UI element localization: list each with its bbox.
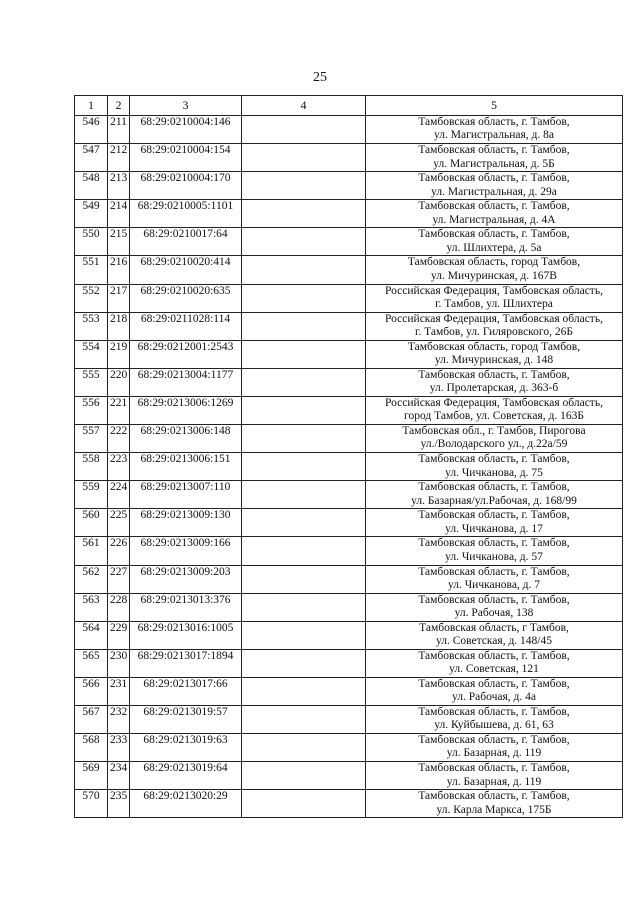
- address-cell: [366, 762, 623, 790]
- table-row: [75, 565, 623, 593]
- address-line: ул. Магистральная, д. 29а: [431, 185, 557, 198]
- address-line: Тамбовская область, г. Тамбов,: [418, 453, 570, 466]
- cadastral-number-cell: 68:29:0213006:1269: [130, 396, 242, 424]
- table-row: [75, 790, 623, 818]
- address-line: Тамбовская область, г. Тамбов,: [418, 790, 570, 803]
- table-row: [75, 677, 623, 705]
- row-index-cell: 212: [108, 144, 130, 172]
- table-body: [75, 116, 623, 818]
- row-number-cell: 560: [75, 509, 108, 537]
- address-cell: [366, 565, 623, 593]
- address-line: ул. Чичканова, д. 17: [445, 522, 543, 535]
- row-number-cell: 546: [75, 116, 108, 144]
- address-line: Тамбовская область, г. Тамбов,: [418, 762, 570, 775]
- column-4-cell: [242, 172, 366, 200]
- row-index-cell: 211: [108, 116, 130, 144]
- column-4-cell: [242, 762, 366, 790]
- row-index-cell: 218: [108, 312, 130, 340]
- address-line: город Тамбов, ул. Советская, д. 163Б: [404, 410, 584, 423]
- address-line: Тамбовская область, г. Тамбов,: [418, 228, 570, 241]
- address-line: Российская Федерация, Тамбовская область,: [385, 284, 603, 297]
- row-index-cell: 214: [108, 200, 130, 228]
- row-index-cell: 217: [108, 284, 130, 312]
- cadastral-number-cell: 68:29:0213017:1894: [130, 649, 242, 677]
- column-4-cell: [242, 537, 366, 565]
- column-4-cell: [242, 790, 366, 818]
- row-index-cell: 227: [108, 565, 130, 593]
- cadastral-number-cell: 68:29:0213009:203: [130, 565, 242, 593]
- address-cell: [366, 228, 623, 256]
- row-index-cell: 213: [108, 172, 130, 200]
- cadastral-number-cell: 68:29:0210017:64: [130, 228, 242, 256]
- address-cell: [366, 734, 623, 762]
- row-number-cell: 549: [75, 200, 108, 228]
- address-line: Тамбовская область, г. Тамбов,: [418, 172, 570, 185]
- row-number-cell: 569: [75, 762, 108, 790]
- row-number-cell: 561: [75, 537, 108, 565]
- cadastral-number-cell: 68:29:0213016:1005: [130, 621, 242, 649]
- row-number-cell: 555: [75, 368, 108, 396]
- cadastral-number-cell: 68:29:0210020:414: [130, 256, 242, 284]
- row-number-cell: 553: [75, 312, 108, 340]
- address-line: Тамбовская область, г Тамбов,: [419, 621, 569, 634]
- address-cell: [366, 340, 623, 368]
- table-row: [75, 593, 623, 621]
- address-line: Тамбовская область, город Тамбов,: [407, 340, 581, 353]
- address-cell: [366, 537, 623, 565]
- address-line: Тамбовская область, г. Тамбов,: [418, 509, 570, 522]
- table-row: [75, 481, 623, 509]
- cadastral-number-cell: 68:29:0213007:110: [130, 481, 242, 509]
- row-number-cell: 562: [75, 565, 108, 593]
- address-line: ул. Базарная, д. 119: [446, 747, 542, 760]
- table-row: [75, 144, 623, 172]
- column-4-cell: [242, 453, 366, 481]
- address-line: г. Тамбов, ул. Гиляровского, 26Б: [415, 326, 573, 339]
- address-line: ул. Шлихтера, д. 5а: [446, 241, 542, 254]
- address-cell: [366, 509, 623, 537]
- column-4-cell: [242, 565, 366, 593]
- address-cell: [366, 200, 623, 228]
- row-index-cell: 222: [108, 425, 130, 453]
- cadastral-number-cell: 68:29:0213019:57: [130, 705, 242, 733]
- row-number-cell: 563: [75, 593, 108, 621]
- address-cell: [366, 425, 623, 453]
- row-number-cell: 547: [75, 144, 108, 172]
- column-4-cell: [242, 144, 366, 172]
- address-line: ул. Магистральная, д. 5Б: [433, 157, 555, 170]
- address-cell: [366, 453, 623, 481]
- address-line: Тамбовская область, г. Тамбов,: [418, 116, 570, 128]
- table-row: [75, 368, 623, 396]
- address-line: ул. Пролетарская, д. 363-б: [429, 382, 559, 395]
- column-4-cell: [242, 200, 366, 228]
- address-cell: [366, 144, 623, 172]
- address-line: Тамбовская область, г. Тамбов,: [418, 144, 570, 157]
- cadastral-number-cell: 68:29:0210020:635: [130, 284, 242, 312]
- cadastral-number-cell: 68:29:0210005:1101: [130, 200, 242, 228]
- address-line: ул. Магистральная, д. 8а: [434, 129, 554, 142]
- cadastral-number-cell: 68:29:0211028:114: [130, 312, 242, 340]
- address-line: Тамбовская область, г. Тамбов,: [418, 368, 570, 381]
- table-row: [75, 228, 623, 256]
- address-line: Тамбовская обл., г. Тамбов, Пирогова: [402, 425, 586, 438]
- address-line: ул. Карла Маркса, 175Б: [436, 803, 552, 816]
- address-line: Тамбовская область, г. Тамбов,: [418, 200, 570, 213]
- column-header-5: 5: [366, 96, 623, 116]
- address-line: Тамбовская область, г. Тамбов,: [418, 481, 570, 494]
- row-index-cell: 231: [108, 677, 130, 705]
- column-4-cell: [242, 677, 366, 705]
- cadastral-number-cell: 68:29:0210004:154: [130, 144, 242, 172]
- table-row: [75, 649, 623, 677]
- row-index-cell: 223: [108, 453, 130, 481]
- column-4-cell: [242, 705, 366, 733]
- table-row: [75, 705, 623, 733]
- row-number-cell: 559: [75, 481, 108, 509]
- row-index-cell: 219: [108, 340, 130, 368]
- address-line: ул. Магистральная, д. 4А: [432, 213, 556, 226]
- column-4-cell: [242, 425, 366, 453]
- row-index-cell: 226: [108, 537, 130, 565]
- address-line: ул./Володарского ул., д.22а/59: [420, 438, 568, 451]
- table-row: [75, 396, 623, 424]
- row-index-cell: 221: [108, 396, 130, 424]
- address-line: Тамбовская область, г. Тамбов,: [418, 677, 570, 690]
- table-row: [75, 621, 623, 649]
- column-4-cell: [242, 256, 366, 284]
- address-cell: [366, 284, 623, 312]
- column-4-cell: [242, 621, 366, 649]
- page-number: 25: [313, 70, 327, 85]
- column-4-cell: [242, 368, 366, 396]
- column-header-4: 4: [242, 96, 366, 116]
- address-line: ул. Советская, д. 148/45: [436, 635, 552, 648]
- column-4-cell: [242, 593, 366, 621]
- address-line: г. Тамбов, ул. Шлихтера: [435, 297, 553, 310]
- row-number-cell: 551: [75, 256, 108, 284]
- row-index-cell: 233: [108, 734, 130, 762]
- row-index-cell: 216: [108, 256, 130, 284]
- row-number-cell: 550: [75, 228, 108, 256]
- cadastral-number-cell: 68:29:0210004:146: [130, 116, 242, 144]
- column-4-cell: [242, 312, 366, 340]
- column-4-cell: [242, 481, 366, 509]
- registry-table: [74, 95, 623, 818]
- address-line: Тамбовская область, г. Тамбов,: [418, 593, 570, 606]
- address-line: ул. Базарная, д. 119: [446, 775, 542, 788]
- address-cell: [366, 790, 623, 818]
- address-line: ул. Чичканова, д. 75: [445, 466, 543, 479]
- cadastral-number-cell: 68:29:0210004:170: [130, 172, 242, 200]
- address-line: ул. Мичуринская, д. 148: [434, 354, 554, 367]
- row-number-cell: 548: [75, 172, 108, 200]
- address-cell: [366, 705, 623, 733]
- address-cell: [366, 481, 623, 509]
- column-4-cell: [242, 734, 366, 762]
- table-row: [75, 256, 623, 284]
- row-number-cell: 566: [75, 677, 108, 705]
- row-index-cell: 215: [108, 228, 130, 256]
- address-cell: [366, 256, 623, 284]
- address-line: ул. Базарная/ул.Рабочая, д. 168/99: [411, 494, 577, 507]
- row-index-cell: 225: [108, 509, 130, 537]
- cadastral-number-cell: 68:29:0212001:2543: [130, 340, 242, 368]
- address-line: Тамбовская область, г. Тамбов,: [418, 705, 570, 718]
- table-header: [75, 96, 623, 116]
- table-row: [75, 425, 623, 453]
- address-line: Тамбовская область, г. Тамбов,: [418, 537, 570, 550]
- table-row: [75, 453, 623, 481]
- row-number-cell: 568: [75, 734, 108, 762]
- address-cell: [366, 396, 623, 424]
- row-index-cell: 235: [108, 790, 130, 818]
- row-number-cell: 554: [75, 340, 108, 368]
- address-line: Тамбовская область, г. Тамбов,: [418, 565, 570, 578]
- address-line: ул. Куйбышева, д. 61, 63: [434, 719, 554, 732]
- address-cell: [366, 312, 623, 340]
- address-cell: [366, 593, 623, 621]
- column-4-cell: [242, 284, 366, 312]
- row-number-cell: 557: [75, 425, 108, 453]
- address-line: Тамбовская область, город Тамбов,: [407, 256, 581, 269]
- row-index-cell: 224: [108, 481, 130, 509]
- row-number-cell: 567: [75, 705, 108, 733]
- table-row: [75, 200, 623, 228]
- address-line: ул. Советская, 121: [449, 663, 539, 676]
- address-line: Российская Федерация, Тамбовская область,: [385, 312, 603, 325]
- table-row: [75, 762, 623, 790]
- row-number-cell: 556: [75, 396, 108, 424]
- table-row: [75, 116, 623, 144]
- row-number-cell: 558: [75, 453, 108, 481]
- cadastral-number-cell: 68:29:0213017:66: [130, 677, 242, 705]
- address-cell: [366, 621, 623, 649]
- table-row: [75, 172, 623, 200]
- cadastral-number-cell: 68:29:0213006:148: [130, 425, 242, 453]
- cadastral-number-cell: 68:29:0213006:151: [130, 453, 242, 481]
- cadastral-number-cell: 68:29:0213019:64: [130, 762, 242, 790]
- table-row: [75, 284, 623, 312]
- column-4-cell: [242, 396, 366, 424]
- column-header-3: 3: [130, 96, 242, 116]
- address-line: Тамбовская область, г. Тамбов,: [418, 734, 570, 747]
- address-line: Российская Федерация, Тамбовская область,: [385, 396, 603, 409]
- row-index-cell: 228: [108, 593, 130, 621]
- cadastral-number-cell: 68:29:0213019:63: [130, 734, 242, 762]
- column-4-cell: [242, 509, 366, 537]
- cadastral-number-cell: 68:29:0213013:376: [130, 593, 242, 621]
- row-number-cell: 552: [75, 284, 108, 312]
- cadastral-number-cell: 68:29:0213020:29: [130, 790, 242, 818]
- table-row: [75, 312, 623, 340]
- row-index-cell: 229: [108, 621, 130, 649]
- row-number-cell: 570: [75, 790, 108, 818]
- column-header-1: 1: [75, 96, 108, 116]
- address-line: Тамбовская область, г. Тамбов,: [418, 649, 570, 662]
- address-line: ул. Чичканова, д. 57: [445, 550, 543, 563]
- column-header-2: 2: [108, 96, 130, 116]
- table-row: [75, 537, 623, 565]
- row-index-cell: 220: [108, 368, 130, 396]
- table-row: [75, 509, 623, 537]
- row-index-cell: 230: [108, 649, 130, 677]
- cadastral-number-cell: 68:29:0213004:1177: [130, 368, 242, 396]
- address-line: ул. Рабочая, д. 4а: [452, 691, 536, 704]
- row-index-cell: 232: [108, 705, 130, 733]
- address-line: ул. Мичуринская, д. 167В: [431, 269, 557, 282]
- cadastral-number-cell: 68:29:0213009:166: [130, 537, 242, 565]
- row-number-cell: 564: [75, 621, 108, 649]
- table-row: [75, 340, 623, 368]
- address-line: ул. Рабочая, 138: [454, 607, 534, 619]
- column-4-cell: [242, 228, 366, 256]
- table-row: [75, 734, 623, 762]
- column-4-cell: [242, 649, 366, 677]
- address-cell: [366, 368, 623, 396]
- cadastral-number-cell: 68:29:0213009:130: [130, 509, 242, 537]
- address-cell: [366, 116, 623, 144]
- row-number-cell: 565: [75, 649, 108, 677]
- column-4-cell: [242, 116, 366, 144]
- column-4-cell: [242, 340, 366, 368]
- row-index-cell: 234: [108, 762, 130, 790]
- address-cell: [366, 172, 623, 200]
- address-cell: [366, 677, 623, 705]
- address-cell: [366, 649, 623, 677]
- address-line: ул. Чичканова, д. 7: [447, 578, 541, 591]
